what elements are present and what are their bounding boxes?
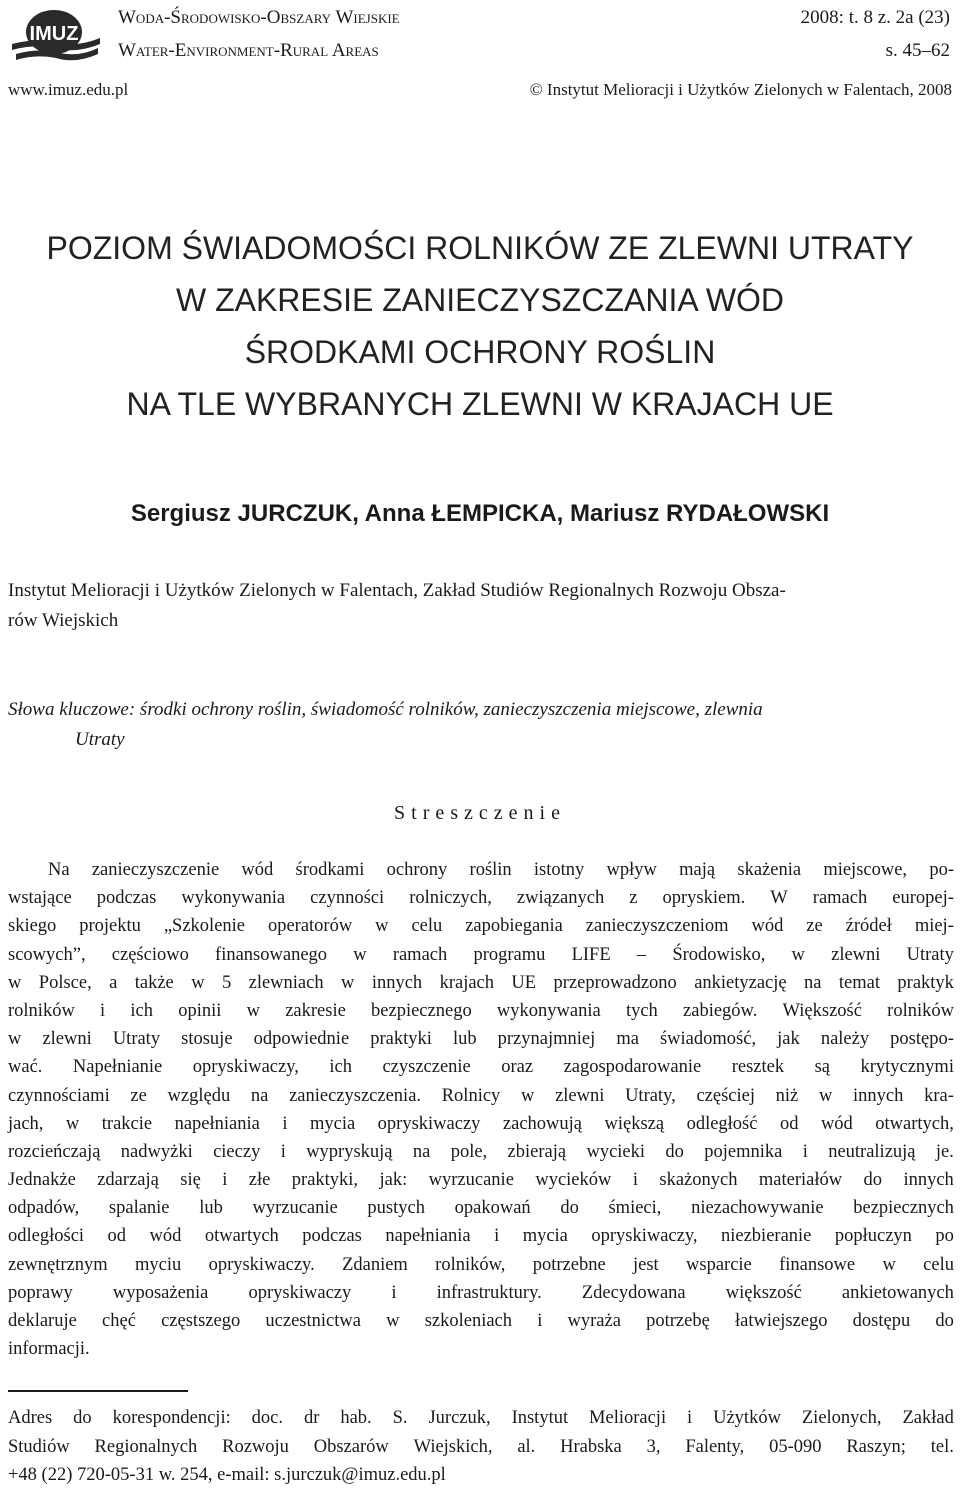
journal-title-en: Water-Environment-Rural Areas — [118, 40, 379, 61]
footnote-rule — [8, 1390, 188, 1392]
copyright-notice: © Instytut Melioracji i Użytków Zielonych w Falentach, 2008 — [529, 80, 952, 99]
abstract-line: czynnościami ze względu na zanieczyszczenia. Rolnicy w zlewni Utraty, częściej niż w innych kra- — [8, 1085, 954, 1106]
abstract-line: informacji. — [8, 1339, 90, 1360]
abstract-line: poprawy wyposażenia opryskiwaczy i infrastruktury. Zdecydowana większość ankietowanych — [8, 1282, 954, 1303]
title-line: W ZAKRESIE ZANIECZYSZCZANIA WÓD — [175, 282, 785, 318]
journal-title-pl: Woda-Środowisko-Obszary Wiejskie — [118, 7, 400, 28]
paper-title — [0, 222, 960, 430]
journal-pages: s. 45–62 — [885, 40, 950, 61]
title-line: POZIOM ŚWIADOMOŚCI ROLNIKÓW ZE ZLEWNI UTRATY — [46, 230, 914, 266]
title-line: NA TLE WYBRANYCH ZLEWNI W KRAJACH UE — [126, 386, 834, 422]
abstract-line: jach, w trakcie napełniania i mycia opryskiwaczy zachowują większą odległość od wód otwartych, — [8, 1113, 954, 1134]
abstract-line: deklaruje chęć częstszego uczestnictwa w szkoleniach i wyraża potrzebę łatwiejszego dostępu do — [8, 1311, 954, 1331]
title-line: ŚRODKAMI OCHRONY ROŚLIN — [244, 334, 716, 370]
abstract-line: w Polsce, a także w 5 zlewniach w innych krajach UE przeprowadzono ankietyzację na temat praktyk — [8, 972, 954, 993]
abstract-line: Jednakże zdarzają się i złe praktyki, jak: wyrzucanie wycieków i skażonych materiałów do innych — [8, 1170, 954, 1191]
journal-url[interactable]: www.imuz.edu.pl — [8, 80, 129, 99]
keywords-line: Słowa kluczowe: środki ochrony roślin, świadomość rolników, zanieczyszczenia miejscowe, zlewnia — [8, 699, 763, 720]
journal-volume: 2008: t. 8 z. 2a (23) — [800, 7, 950, 28]
abstract-line: scowych”, częściowo finansowanego w ramach programu LIFE – Środowisko, w zlewni Utraty — [8, 944, 954, 965]
abstract-line: Na zanieczyszczenie wód środkami ochrony roślin istotny wpływ mają skażenia miejscowe, po- — [48, 860, 954, 880]
footnote-line: Studiów Regionalnych Rozwoju Obszarów Wiejskich, al. Hrabska 3, Falenty, 05-090 Raszyn; tel. — [8, 1436, 954, 1457]
abstract-heading: Streszczenie — [394, 802, 566, 824]
paper-authors: Sergiusz JURCZUK, Anna ŁEMPICKA, Mariusz RYDAŁOWSKI — [130, 500, 830, 527]
author-affiliation — [8, 576, 954, 636]
keywords — [8, 695, 954, 755]
abstract-line: zewnętrznym myciu opryskiwaczy. Zdaniem rolników, potrzebne jest wsparcie finansowe w celu — [8, 1254, 954, 1275]
abstract-line: odpadów, spalanie lub wyrzucanie pustych opakowań do śmieci, niezachowywanie bezpiecznych — [8, 1198, 954, 1219]
abstract-line: wstające podczas wykonywania czynności rolniczych, związanych z opryskiem. W ramach europej- — [8, 888, 954, 909]
logo-text: IMUZ — [29, 23, 79, 45]
correspondence-footnote — [8, 1404, 954, 1489]
footnote-line: Adres do korespondencji: doc. dr hab. S. Jurczuk, Instytut Melioracji i Użytków Zielonych, Zakład — [8, 1408, 954, 1428]
affiliation-line: Instytut Melioracji i Użytków Zielonych w Falentach, Zakład Studiów Regionalnych Rozwoju Obsza- — [8, 580, 786, 601]
abstract-line: rozcieńczają nadwyżki cieczy i wypryskują na pole, zbierają wycieki do pojemnika i neutralizują je. — [8, 1141, 954, 1162]
imuz-logo — [6, 4, 106, 68]
affiliation-line: rów Wiejskich — [8, 610, 119, 631]
abstract-body — [8, 856, 954, 1363]
abstract-line: wać. Napełnianie opryskiwaczy, ich czyszczenie oraz zagospodarowanie resztek są krytycznymi — [8, 1057, 954, 1078]
footnote-line: +48 (22) 720-05-31 w. 254, e-mail: s.jurczuk@imuz.edu.pl — [8, 1465, 446, 1485]
abstract-line: odległości od wód otwartych podczas napełniania i mycia opryskiwaczy, niezbieranie popłuczyn po — [8, 1226, 954, 1247]
abstract-line: skiego projektu „Szkolenie operatorów w celu zapobiegania zanieczyszczeniom wód ze źródeł miej- — [8, 916, 954, 937]
abstract-line: rolników i ich opinii w zakresie bezpiecznego wykonywania tych zabiegów. Większość rolników — [8, 1000, 954, 1021]
abstract-line: w zlewni Utraty stosuje odpowiednie praktyki lub przynajmniej ma świadomość, jak należy postępo- — [8, 1029, 954, 1050]
keywords-line: Utraty — [75, 729, 125, 750]
